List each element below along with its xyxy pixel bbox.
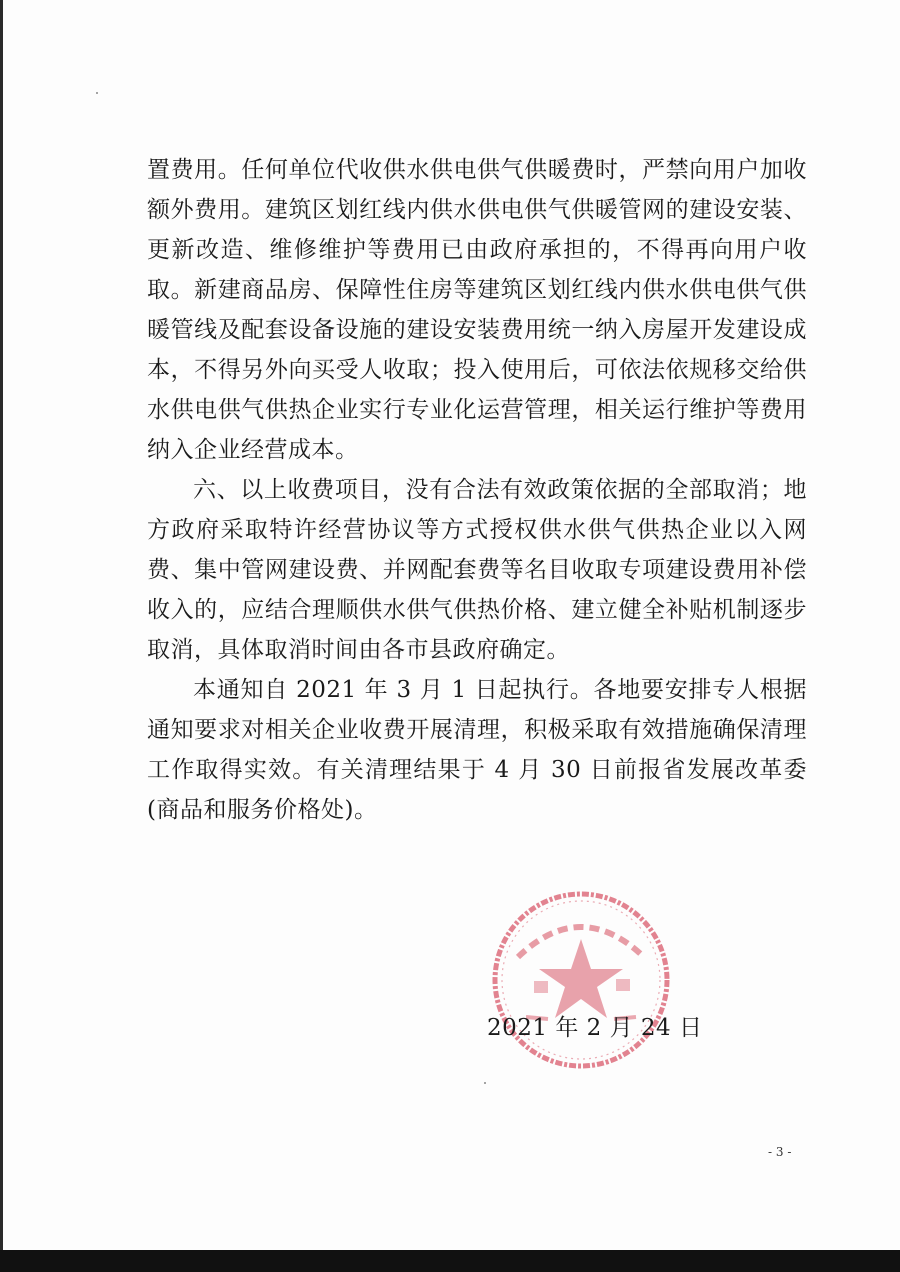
scan-speck: [96, 92, 98, 94]
scan-speck: [484, 1082, 486, 1084]
paragraph-effective-date: 本通知自 2021 年 3 月 1 日起执行。各地要安排专人根据通知要求对相关企业收费开展清理，积极采取有效措施确保清理工作取得实效。有关清理结果于 4 月 30 日前报省发展改革委(商品和服务价格处)。: [147, 677, 807, 823]
scan-bottom-edge: [0, 1250, 900, 1272]
scan-left-edge: [0, 0, 3, 1272]
page-number: - 3 -: [768, 1145, 792, 1159]
signature-date: 2021 年 2 月 24 日: [487, 1015, 703, 1041]
document-body: [147, 150, 807, 830]
paragraph-section-six: 六、以上收费项目，没有合法有效政策依据的全部取消；地方政府采取特许经营协议等方式授权供水供气供热企业以入网费、集中管网建设费、并网配套费等名目收取专项建设费用补偿收入的，应结合理顺供水供气供热价格、建立健全补贴机制逐步取消，具体取消时间由各市县政府确定。: [147, 477, 807, 663]
paragraph-continuation: 置费用。任何单位代收供水供电供气供暖费时，严禁向用户加收额外费用。建筑区划红线内供水供电供气供暖管网的建设安装、更新改造、维修维护等费用已由政府承担的，不得再向用户收取。新建商品房、保障性住房等建筑区划红线内供水供电供气供暖管线及配套设备设施的建设安装费用统一纳入房屋开发建设成本，不得另外向买受人收取；投入使用后，可依法依规移交给供水供电供气供热企业实行专业化运营管理，相关运行维护等费用纳入企业经营成本。: [147, 157, 807, 463]
